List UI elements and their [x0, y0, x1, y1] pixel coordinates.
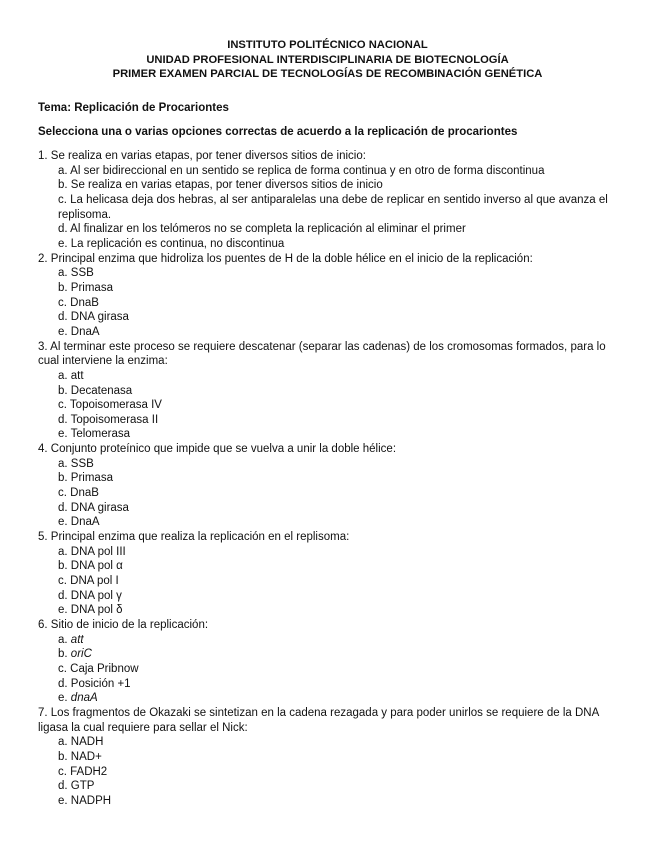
answer-option: d. Al finalizar en los telómeros no se completa la replicación al eliminar el primer — [58, 223, 466, 236]
answer-option — [58, 647, 620, 662]
option-prefix: b. — [58, 648, 71, 661]
answer-option: e. DNA pol δ — [58, 604, 123, 617]
instructions: Selecciona una o varias opciones correctas de acuerdo a la replicación de procariontes — [38, 126, 518, 138]
question-text: 7. Los fragmentos de Okazaki se sintetizan en la cadena rezagada y para poder unirlos se requiere de la DNA ligasa la cual requiere para sellar el Nick: — [38, 706, 599, 734]
question-list — [38, 149, 620, 809]
option-prefix: a. — [58, 633, 71, 646]
topic-heading: Tema: Replicación de Procariontes — [38, 102, 229, 114]
answer-option: e. DnaA — [58, 516, 100, 529]
answer-option: b. Primasa — [58, 472, 113, 485]
answer-option: e. La replicación es continua, no discontinua — [58, 237, 285, 250]
answer-option: b. Primasa — [58, 281, 113, 294]
answer-option: a. Al ser bidireccional en un sentido se replica de forma continua y en otro de forma discontinua — [58, 164, 545, 177]
question-text: 2. Principal enzima que hidroliza los puentes de H de la doble hélice en el inicio de la replicación: — [38, 252, 533, 265]
answer-option — [58, 662, 620, 677]
answer-option: a. NADH — [58, 736, 104, 749]
answer-option: d. DNA pol γ — [58, 589, 122, 602]
header-unit: UNIDAD PROFESIONAL INTERDISCIPLINARIA DE BIOTECNOLOGÍA — [146, 53, 509, 66]
answer-option — [58, 633, 620, 648]
header-exam-title: PRIMER EXAMEN PARCIAL DE TECNOLOGÍAS DE RECOMBINACIÓN GENÉTICA — [112, 68, 543, 80]
answer-option — [58, 691, 620, 706]
answer-option: a. SSB — [58, 457, 94, 470]
option-value: dnaA — [70, 692, 98, 705]
answer-option: b. Decatenasa — [58, 384, 133, 397]
option-prefix: d. — [58, 677, 71, 690]
answer-option: b. DNA pol α — [58, 560, 123, 573]
question-text: 4. Conjunto proteínico que impide que se vuelva a unir la doble hélice: — [38, 443, 397, 456]
option-value: att — [70, 633, 84, 646]
option-value: oriC — [70, 648, 92, 661]
option-prefix: e. — [58, 692, 71, 705]
answer-option: d. GTP — [58, 780, 95, 793]
answer-option: c. La helicasa deja dos hebras, al ser antiparalelas una debe de replicar en sentido inverso al que avanza el replisoma. — [58, 193, 608, 221]
answer-option: c. DnaB — [58, 487, 99, 500]
option-prefix: c. — [58, 662, 71, 675]
answer-option: d. DNA girasa — [58, 501, 129, 514]
answer-option: d. DNA girasa — [58, 311, 129, 324]
question-text: 3. Al terminar este proceso se requiere descatenar (separar las cadenas) de los cromosomas formados, para lo cual interviene la enzima: — [38, 340, 606, 368]
question-text: 6. Sitio de inicio de la replicación: — [38, 619, 209, 631]
answer-option: d. Topoisomerasa II — [58, 413, 159, 426]
answer-option: c. DnaB — [58, 296, 99, 309]
answer-option: b. Se realiza en varias etapas, por tener diversos sitios de inicio — [58, 179, 383, 192]
answer-option: b. NAD+ — [58, 750, 102, 763]
answer-option: e. NADPH — [58, 794, 112, 807]
answer-option: c. DNA pol I — [58, 575, 119, 588]
question-text: 1. Se realiza en varias etapas, por tener diversos sitios de inicio: — [38, 150, 366, 162]
document-header — [0, 38, 655, 82]
header-institution: INSTITUTO POLITÉCNICO NACIONAL — [227, 39, 428, 51]
answer-option: c. Topoisomerasa IV — [58, 399, 162, 412]
answer-option: a. att — [58, 369, 84, 382]
answer-option: e. DnaA — [58, 325, 100, 338]
option-value: Posición +1 — [70, 677, 131, 690]
answer-option: c. FADH2 — [58, 765, 108, 778]
question-text: 5. Principal enzima que realiza la replicación en el replisoma: — [38, 531, 350, 544]
answer-option: a. SSB — [58, 267, 94, 280]
option-value: Caja Pribnow — [70, 662, 139, 675]
answer-option — [58, 677, 620, 692]
answer-option: e. Telomerasa — [58, 428, 131, 441]
answer-option: a. DNA pol III — [58, 545, 126, 558]
